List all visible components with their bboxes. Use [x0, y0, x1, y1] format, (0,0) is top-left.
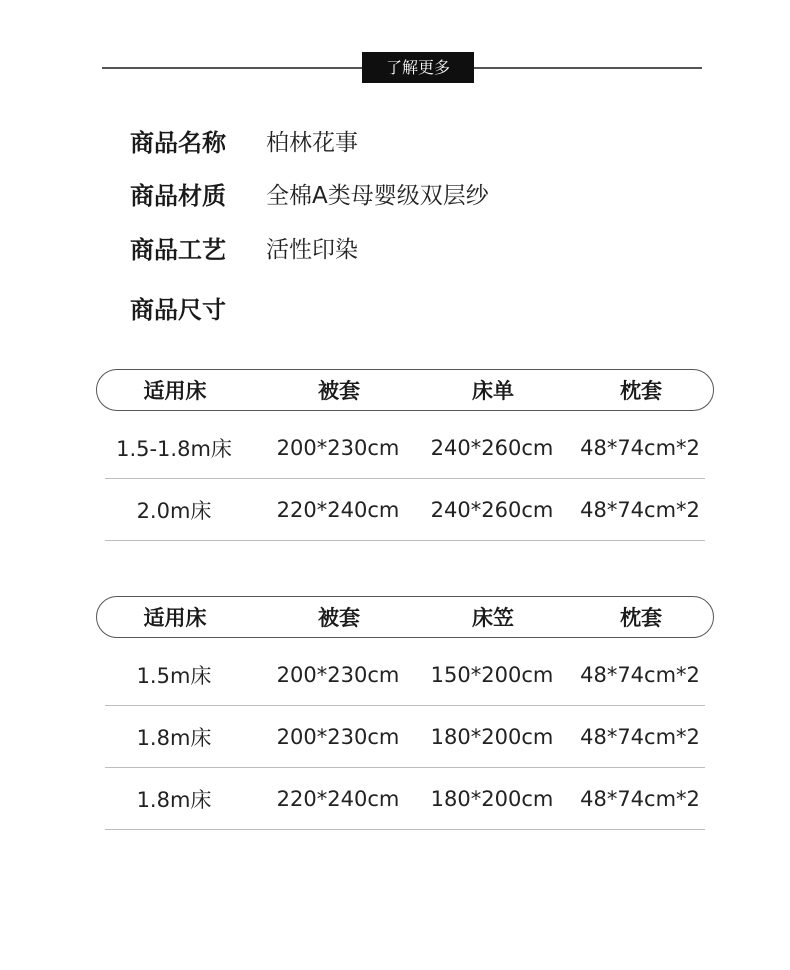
table-cell: 180*200cm	[430, 725, 554, 749]
table-row	[96, 706, 714, 768]
table-row	[96, 644, 714, 706]
info-row-craft	[130, 229, 358, 265]
info-key: 商品工艺	[130, 235, 226, 264]
size-table-sheet	[96, 369, 714, 541]
size-table-fitted	[96, 596, 714, 830]
table-header	[96, 369, 714, 411]
info-row-size	[130, 289, 266, 325]
info-value: 柏林花事	[266, 129, 358, 156]
table-cell: 200*230cm	[276, 663, 400, 687]
header-cell: 被套	[318, 606, 360, 630]
header-cell: 被套	[318, 379, 360, 403]
table-cell: 240*260cm	[430, 436, 554, 460]
table-cell: 150*200cm	[430, 663, 554, 687]
info-value: 全棉A类母婴级双层纱	[266, 182, 489, 209]
table-cell: 1.5m床	[136, 664, 212, 688]
table-cell: 48*74cm*2	[580, 663, 700, 687]
row-divider	[105, 540, 705, 541]
table-cell: 200*230cm	[276, 725, 400, 749]
info-row-material	[130, 175, 489, 211]
table-cell: 48*74cm*2	[580, 725, 700, 749]
table-row	[96, 768, 714, 830]
table-row	[96, 417, 714, 479]
header-cell: 适用床	[143, 606, 207, 630]
info-row-name	[130, 122, 358, 158]
table-cell: 48*74cm*2	[580, 436, 700, 460]
info-key: 商品名称	[130, 128, 226, 157]
table-cell: 1.5-1.8m床	[116, 437, 232, 461]
header-cell: 枕套	[620, 606, 662, 630]
table-cell: 2.0m床	[136, 499, 212, 523]
table-cell: 1.8m床	[136, 726, 212, 750]
learn-more-label: 了解更多	[362, 52, 474, 83]
table-cell: 48*74cm*2	[580, 498, 700, 522]
header-cell: 床笠	[472, 606, 514, 630]
table-cell: 220*240cm	[276, 787, 400, 811]
table-cell: 200*230cm	[276, 436, 400, 460]
header-cell: 床单	[472, 379, 514, 403]
table-cell: 48*74cm*2	[580, 787, 700, 811]
table-cell: 1.8m床	[136, 788, 212, 812]
table-row	[96, 479, 714, 541]
table-header	[96, 596, 714, 638]
table-cell: 180*200cm	[430, 787, 554, 811]
table-cell: 240*260cm	[430, 498, 554, 522]
info-key: 商品尺寸	[130, 295, 226, 324]
table-cell: 220*240cm	[276, 498, 400, 522]
row-divider	[105, 829, 705, 830]
info-key: 商品材质	[130, 181, 226, 210]
info-value: 活性印染	[266, 236, 358, 263]
header-cell: 适用床	[143, 379, 207, 403]
header-cell: 枕套	[620, 379, 662, 403]
